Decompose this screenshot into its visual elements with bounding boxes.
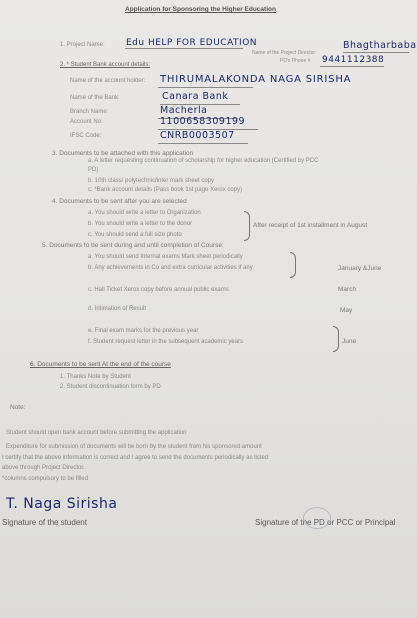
s5-item: f. Student request letter in the subsequent academic years — [88, 339, 244, 345]
branch-label: Branch Name: — [70, 109, 109, 115]
account-label: Account No: — [70, 119, 103, 125]
s4-title: 4. Documents to be sent after you are selected — [52, 198, 187, 205]
s4-item: a. You should write a letter to Organization — [88, 210, 201, 216]
holder-label: Name of the account holder: — [70, 78, 146, 84]
ifsc-label: IFSC Code: — [70, 133, 102, 139]
pd-stamp — [303, 507, 331, 529]
s3-item: c. *Bank account details (Pass book 1st page Xerox copy) — [88, 187, 243, 193]
bank-name-label: Name of the Bank: — [70, 95, 120, 101]
s5-item: c. Hall Ticket Xerox copy before annual public exams — [88, 287, 229, 293]
s4-item: b. You should write a letter to the donor — [88, 221, 193, 227]
note-line: *columns compulsory to be filled — [2, 476, 89, 482]
branch-value: Macherla — [160, 105, 208, 116]
note-line: Student should open bank account before submitting the application — [6, 430, 187, 436]
s5-month: March — [338, 286, 357, 293]
project-name-value: Edu HELP FOR EDUCATION — [126, 38, 258, 48]
s5-item: e. Final exam marks for the previous year — [88, 328, 199, 334]
holder-line — [158, 87, 253, 88]
phone-label: PD's Phone # — [280, 58, 311, 64]
project-name-line — [125, 48, 243, 49]
director-label: Name of the Project Director: — [252, 50, 317, 56]
s3-item: PD) — [88, 167, 99, 173]
s6-title: 6. Documents to be sent At the end of the course — [30, 361, 171, 368]
pd-signature-label: Signature of the PD or PCC or Principal — [255, 518, 396, 527]
s3-item: b. 10th class/ polytechnic/inter mark sheet copy — [88, 178, 215, 184]
account-value: 1100658309199 — [160, 116, 246, 127]
student-signature-label: Signature of the student — [2, 518, 87, 527]
s6-item: 2. Student discontinuation form by PD — [60, 384, 161, 390]
note-heading: Note: — [10, 404, 26, 411]
phone-value: 9441112388 — [322, 55, 385, 65]
student-signature: T. Naga Sirisha — [6, 496, 118, 512]
s3-item: a. A letter requesting continuation of scholarship for higher education (Certified by PCC — [88, 158, 319, 164]
director-value: Bhagtharbaba — [343, 40, 417, 51]
note-line: above through Project Director. — [2, 465, 85, 471]
s5-item: d. Intimation of Result — [88, 306, 147, 312]
s5-month: January &June — [338, 265, 382, 272]
s5-month: May — [340, 307, 353, 314]
s4-note: After receipt of 1st installment in August — [253, 222, 368, 229]
holder-value: THIRUMALAKONDA NAGA SIRISHA — [160, 74, 352, 85]
bank-section-label: 2. * Student Bank account details: — [60, 62, 151, 68]
project-name-label: 1. Project Name: — [60, 42, 105, 48]
s3-title: 3. Documents to be attached with this application — [52, 150, 194, 157]
s5-item: b. Any achievements in Co and extra curricular activities if any — [88, 265, 253, 271]
s4-brace — [244, 211, 250, 241]
form-title: Application for Sponsoring the Higher Education — [125, 6, 276, 13]
s5-brace-2 — [333, 326, 339, 352]
phone-line — [320, 66, 384, 67]
s5-item: a. You should send Internal exams Mark sheet periodically — [88, 254, 243, 260]
note-line: Expenditure for submission of documents will be born by the student from his sponsored amount — [6, 444, 262, 450]
note-line: I certify that the above information is correct and I agree to send the documents periodically as listed — [2, 455, 269, 461]
ifsc-value: CNRB0003507 — [160, 130, 235, 141]
ifsc-line — [158, 143, 248, 144]
director-line — [343, 52, 409, 53]
s5-brace-1 — [290, 252, 296, 278]
s5-title: 5. Documents to be sent during and until completion of Course: — [42, 242, 224, 249]
s4-item: c. You should send a full size photo — [88, 232, 182, 238]
s6-item: 1. Thanks Note by Student — [60, 374, 131, 380]
bank-name-value: Canara Bank — [162, 91, 229, 102]
s5-month: June — [342, 338, 357, 345]
